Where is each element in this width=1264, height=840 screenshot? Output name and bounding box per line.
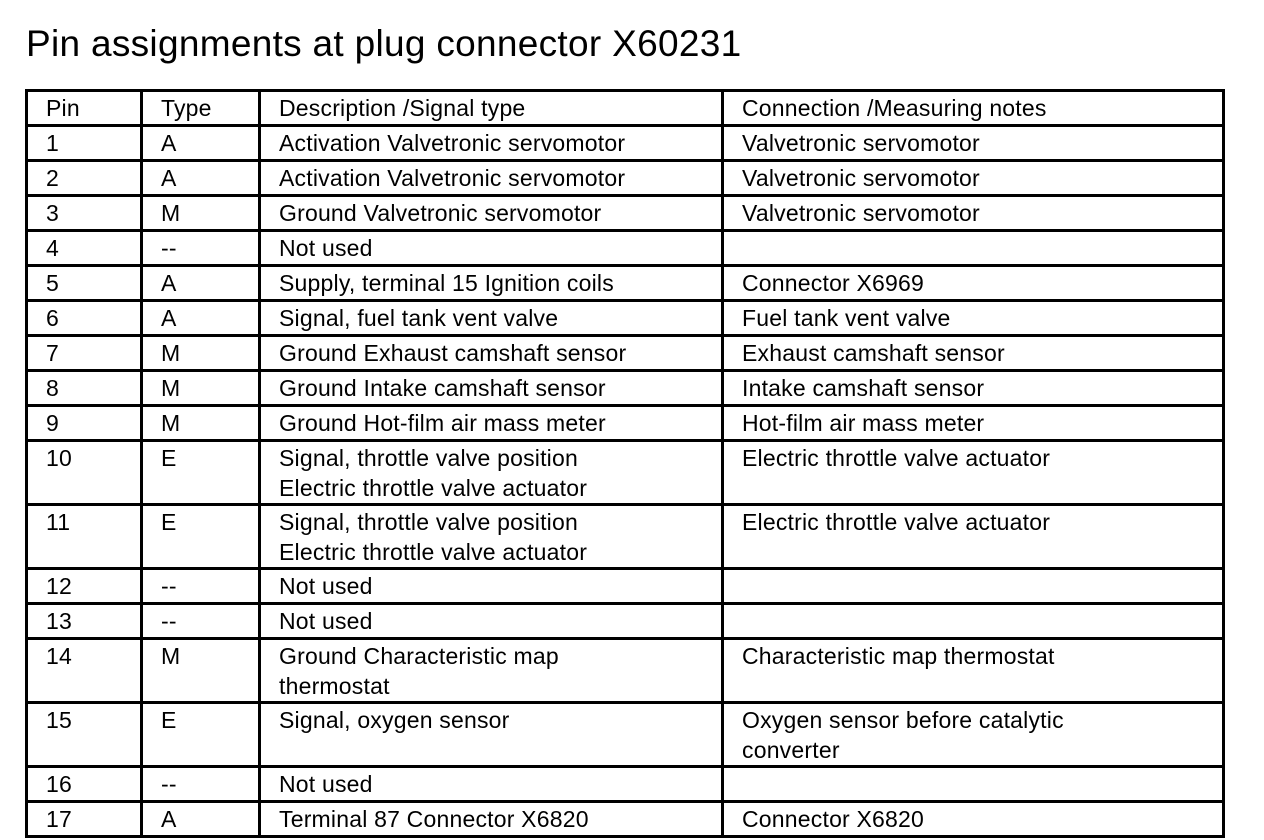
table-row [27, 802, 1224, 837]
type-cell: A [142, 266, 260, 301]
pin-cell: 16 [27, 767, 142, 802]
description-cell: Ground Exhaust camshaft sensor [260, 336, 723, 371]
table-row [27, 505, 1224, 569]
description-cell: Ground Characteristic map thermostat [260, 639, 723, 703]
pin-cell: 13 [27, 604, 142, 639]
description-cell: Signal, fuel tank vent valve [260, 301, 723, 336]
pin-cell: 1 [27, 126, 142, 161]
pin-cell: 11 [27, 505, 142, 569]
type-cell: M [142, 639, 260, 703]
table-row [27, 231, 1224, 266]
table-row [27, 301, 1224, 336]
connection-cell: Fuel tank vent valve [723, 301, 1224, 336]
pin-cell: 2 [27, 161, 142, 196]
pin-cell: 17 [27, 802, 142, 837]
description-cell: Signal, throttle valve position Electric throttle valve actuator [260, 441, 723, 505]
type-cell: -- [142, 569, 260, 604]
type-cell: M [142, 196, 260, 231]
description-cell: Not used [260, 767, 723, 802]
table-row [27, 604, 1224, 639]
connection-cell: Connector X6820 [723, 802, 1224, 837]
type-cell: -- [142, 767, 260, 802]
table-row [27, 266, 1224, 301]
pin-cell: 7 [27, 336, 142, 371]
table-row [27, 703, 1224, 767]
table-row [27, 161, 1224, 196]
connection-cell: Electric throttle valve actuator [723, 505, 1224, 569]
table-row [27, 569, 1224, 604]
table-row [27, 441, 1224, 505]
connection-cell: Exhaust camshaft sensor [723, 336, 1224, 371]
type-cell: A [142, 301, 260, 336]
table-row [27, 371, 1224, 406]
description-cell: Ground Intake camshaft sensor [260, 371, 723, 406]
connection-cell: Valvetronic servomotor [723, 196, 1224, 231]
description-cell: Not used [260, 604, 723, 639]
connection-cell: Connector X6969 [723, 266, 1224, 301]
description-cell: Not used [260, 231, 723, 266]
type-cell: -- [142, 604, 260, 639]
connection-cell: Characteristic map thermostat [723, 639, 1224, 703]
pin-cell: 4 [27, 231, 142, 266]
pin-cell: 12 [27, 569, 142, 604]
column-header-description: Description /Signal type [260, 91, 723, 126]
connection-cell: Electric throttle valve actuator [723, 441, 1224, 505]
connection-cell: Hot-film air mass meter [723, 406, 1224, 441]
connection-cell: Valvetronic servomotor [723, 126, 1224, 161]
description-cell: Not used [260, 569, 723, 604]
type-cell: -- [142, 231, 260, 266]
pin-cell: 6 [27, 301, 142, 336]
description-cell: Signal, throttle valve position Electric throttle valve actuator [260, 505, 723, 569]
connection-cell [723, 569, 1224, 604]
description-cell: Signal, oxygen sensor [260, 703, 723, 767]
description-cell: Ground Valvetronic servomotor [260, 196, 723, 231]
description-cell: Ground Hot-film air mass meter [260, 406, 723, 441]
connection-cell: Valvetronic servomotor [723, 161, 1224, 196]
pin-cell: 10 [27, 441, 142, 505]
table-body [27, 126, 1224, 837]
pin-cell: 14 [27, 639, 142, 703]
column-header-pin: Pin [27, 91, 142, 126]
column-header-connection: Connection /Measuring notes [723, 91, 1224, 126]
table-row [27, 126, 1224, 161]
pin-cell: 15 [27, 703, 142, 767]
pin-cell: 8 [27, 371, 142, 406]
type-cell: A [142, 802, 260, 837]
table-row [27, 336, 1224, 371]
column-header-type: Type [142, 91, 260, 126]
description-cell: Supply, terminal 15 Ignition coils [260, 266, 723, 301]
type-cell: M [142, 406, 260, 441]
type-cell: E [142, 505, 260, 569]
description-cell: Activation Valvetronic servomotor [260, 161, 723, 196]
connection-cell: Oxygen sensor before catalytic converter [723, 703, 1224, 767]
description-cell: Terminal 87 Connector X6820 [260, 802, 723, 837]
type-cell: M [142, 336, 260, 371]
type-cell: E [142, 703, 260, 767]
page-title: Pin assignments at plug connector X60231 [26, 23, 742, 64]
type-cell: A [142, 161, 260, 196]
pin-cell: 5 [27, 266, 142, 301]
table-header-row [27, 91, 1224, 126]
connection-cell [723, 767, 1224, 802]
connection-cell [723, 231, 1224, 266]
table-row [27, 639, 1224, 703]
table-row [27, 767, 1224, 802]
type-cell: E [142, 441, 260, 505]
connection-cell: Intake camshaft sensor [723, 371, 1224, 406]
connection-cell [723, 604, 1224, 639]
pin-cell: 3 [27, 196, 142, 231]
table-row [27, 406, 1224, 441]
description-cell: Activation Valvetronic servomotor [260, 126, 723, 161]
pin-assignment-table [25, 89, 1225, 838]
type-cell: A [142, 126, 260, 161]
pin-cell: 9 [27, 406, 142, 441]
table-row [27, 196, 1224, 231]
type-cell: M [142, 371, 260, 406]
